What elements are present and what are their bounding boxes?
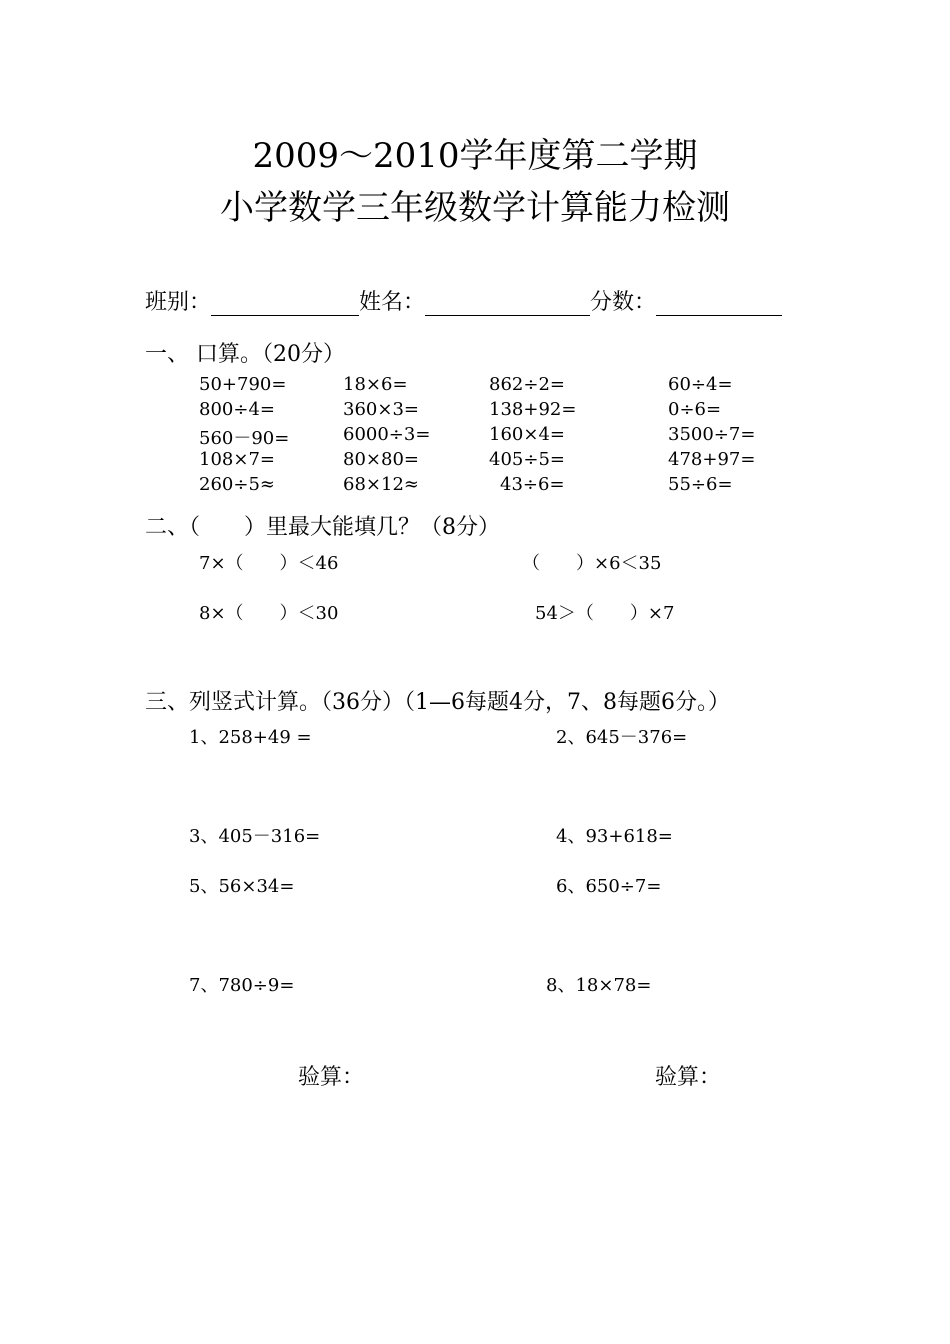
- mental-calc-item: 862÷2=: [489, 374, 565, 395]
- vertical-calc-item: 6、650÷7=: [556, 876, 662, 897]
- mental-calc-item: 160×4=: [489, 424, 565, 445]
- mental-calc-item: 108×7=: [199, 449, 275, 470]
- mental-calc-item: 55÷6=: [668, 474, 733, 495]
- name-label: 姓名：: [359, 290, 426, 315]
- name-blank[interactable]: [425, 295, 590, 316]
- mental-calc-item: 50+790=: [199, 374, 287, 395]
- class-blank[interactable]: [211, 295, 359, 316]
- class-label: 班别：: [145, 290, 212, 315]
- section1-title: 一、 口算。（20分）: [145, 342, 345, 367]
- vertical-calc-item: 2、645－376=: [556, 727, 688, 748]
- section2-title: 二、（ ）里最大能填几？（8分）: [145, 515, 500, 540]
- vertical-calc-item: 7、780÷9=: [189, 975, 295, 996]
- mental-calc-item: 560－90=: [199, 428, 290, 449]
- check-label-left: 验算：: [298, 1065, 365, 1090]
- mental-calc-item: 68×12≈: [343, 474, 419, 495]
- mental-calc-item: 138+92=: [489, 399, 577, 420]
- section3-title: 三、列竖式计算。（36分）（1—6每题4分，7、8每题6分。）: [145, 690, 730, 715]
- mental-calc-item: 3500÷7=: [668, 424, 756, 445]
- fill-blank-item: 7×（ ）＜46: [199, 553, 339, 574]
- vertical-calc-item: 4、93+618=: [556, 826, 673, 847]
- vertical-calc-item: 1、258+49 =: [189, 727, 312, 748]
- title-line-2: 小学数学三年级数学计算能力检测: [220, 188, 730, 228]
- mental-calc-item: 260÷5≈: [199, 474, 275, 495]
- score-blank[interactable]: [656, 295, 782, 316]
- fill-blank-item: 54＞（ ）×7: [535, 603, 675, 624]
- vertical-calc-item: 3、405－316=: [189, 826, 321, 847]
- mental-calc-item: 405÷5=: [489, 449, 565, 470]
- mental-calc-item: 800÷4=: [199, 399, 275, 420]
- mental-calc-item: 18×6=: [343, 374, 408, 395]
- mental-calc-item: 360×3=: [343, 399, 419, 420]
- mental-calc-item: 478+97=: [668, 449, 756, 470]
- check-label-right: 验算：: [655, 1065, 722, 1090]
- title-line-1: 2009～2010学年度第二学期: [252, 136, 698, 176]
- fill-blank-item: （ ）×6＜35: [522, 553, 662, 574]
- vertical-calc-item: 5、56×34=: [189, 876, 295, 897]
- info-line: [145, 285, 782, 316]
- mental-calc-item: 80×80=: [343, 449, 419, 470]
- mental-calc-item: 0÷6=: [668, 399, 722, 420]
- score-label: 分数：: [590, 290, 657, 315]
- vertical-calc-item: 8、18×78=: [546, 975, 652, 996]
- fill-blank-item: 8×（ ）＜30: [199, 603, 339, 624]
- mental-calc-item: 6000÷3=: [343, 424, 431, 445]
- mental-calc-item: 43÷6=: [500, 474, 565, 495]
- mental-calc-item: 60÷4=: [668, 374, 733, 395]
